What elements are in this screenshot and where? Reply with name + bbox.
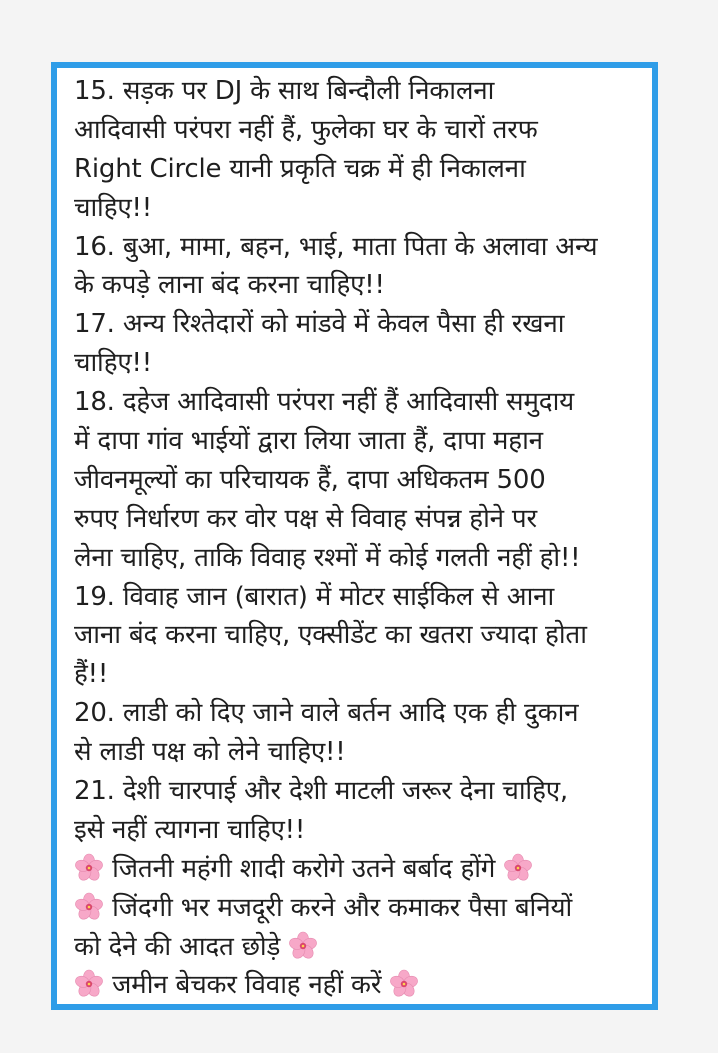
text-line: 17. अन्य रिश्तेदारों को मांडवे में केवल पैसा ही रखना	[74, 309, 565, 340]
message-text	[74, 72, 648, 1004]
text-line: इसे नहीं त्यागना चाहिए!!	[74, 814, 306, 845]
cherry-blossom-icon	[74, 969, 104, 999]
text-line: में दापा गांव भाईयों द्वारा लिया जाता हैं, दापा महान	[74, 426, 543, 457]
text-line: हैं!!	[74, 659, 109, 690]
text-line: चाहिए!!	[74, 192, 153, 223]
text-line: से लाडी पक्ष को लेने चाहिए!!	[74, 737, 346, 768]
message-frame	[51, 62, 658, 1010]
flower-line-text: जमीन बेचकर विवाह नहीं करें	[112, 970, 382, 1001]
flower-line-expensive-wedding	[74, 850, 648, 889]
text-line: Right Circle यानी प्रकृति चक्र में ही निकालना	[74, 153, 526, 184]
text-line: 18. दहेज आदिवासी परंपरा नहीं हैं आदिवासी समुदाय	[74, 387, 574, 418]
text-line: लेना चाहिए, ताकि विवाह रश्मों में कोई गलती नहीं हो!!	[74, 542, 581, 573]
flower-line-labour-habit	[74, 889, 648, 928]
text-line: 19. विवाह जान (बारात) में मोटर साईकिल से आना	[74, 581, 555, 612]
flower-line-text: जिंदगी भर मजदूरी करने और कमाकर पैसा बनियों	[112, 892, 573, 923]
flower-line-text: को देने की आदत छोड़े	[74, 931, 281, 962]
cherry-blossom-icon	[288, 931, 318, 961]
text-line: 15. सड़क पर DJ के साथ बिन्दौली निकालना	[74, 76, 495, 106]
flower-line-land-sale	[74, 966, 648, 1005]
cherry-blossom-icon	[74, 892, 104, 922]
text-line: के कपड़े लाना बंद करना चाहिए!!	[74, 270, 385, 301]
text-line: चाहिए!!	[74, 348, 153, 379]
text-line: 21. देशी चारपाई और देशी माटली जरूर देना चाहिए,	[74, 776, 568, 807]
cherry-blossom-icon	[389, 969, 419, 999]
text-line: जाना बंद करना चाहिए, एक्सीडेंट का खतरा ज्यादा होता	[74, 620, 587, 651]
text-line: 20. लाडी को दिए जाने वाले बर्तन आदि एक ही दुकान	[74, 698, 579, 729]
flower-line-labour-habit-cont	[74, 928, 648, 967]
text-line: 16. बुआ, मामा, बहन, भाई, माता पिता के अलावा अन्य	[74, 231, 598, 262]
flower-line-text: जितनी महंगी शादी करोगे उतने बर्बाद होंगे	[112, 853, 496, 884]
cherry-blossom-icon	[74, 853, 104, 883]
text-line: आदिवासी परंपरा नहीं हैं, फुलेका घर के चारों तरफ	[74, 114, 538, 145]
text-line: रुपए निर्धारण कर वोर पक्ष से विवाह संपन्न होने पर	[74, 503, 537, 534]
cherry-blossom-icon	[503, 853, 533, 883]
text-line: जीवनमूल्यों का परिचायक हैं, दापा अधिकतम 500	[74, 464, 546, 495]
